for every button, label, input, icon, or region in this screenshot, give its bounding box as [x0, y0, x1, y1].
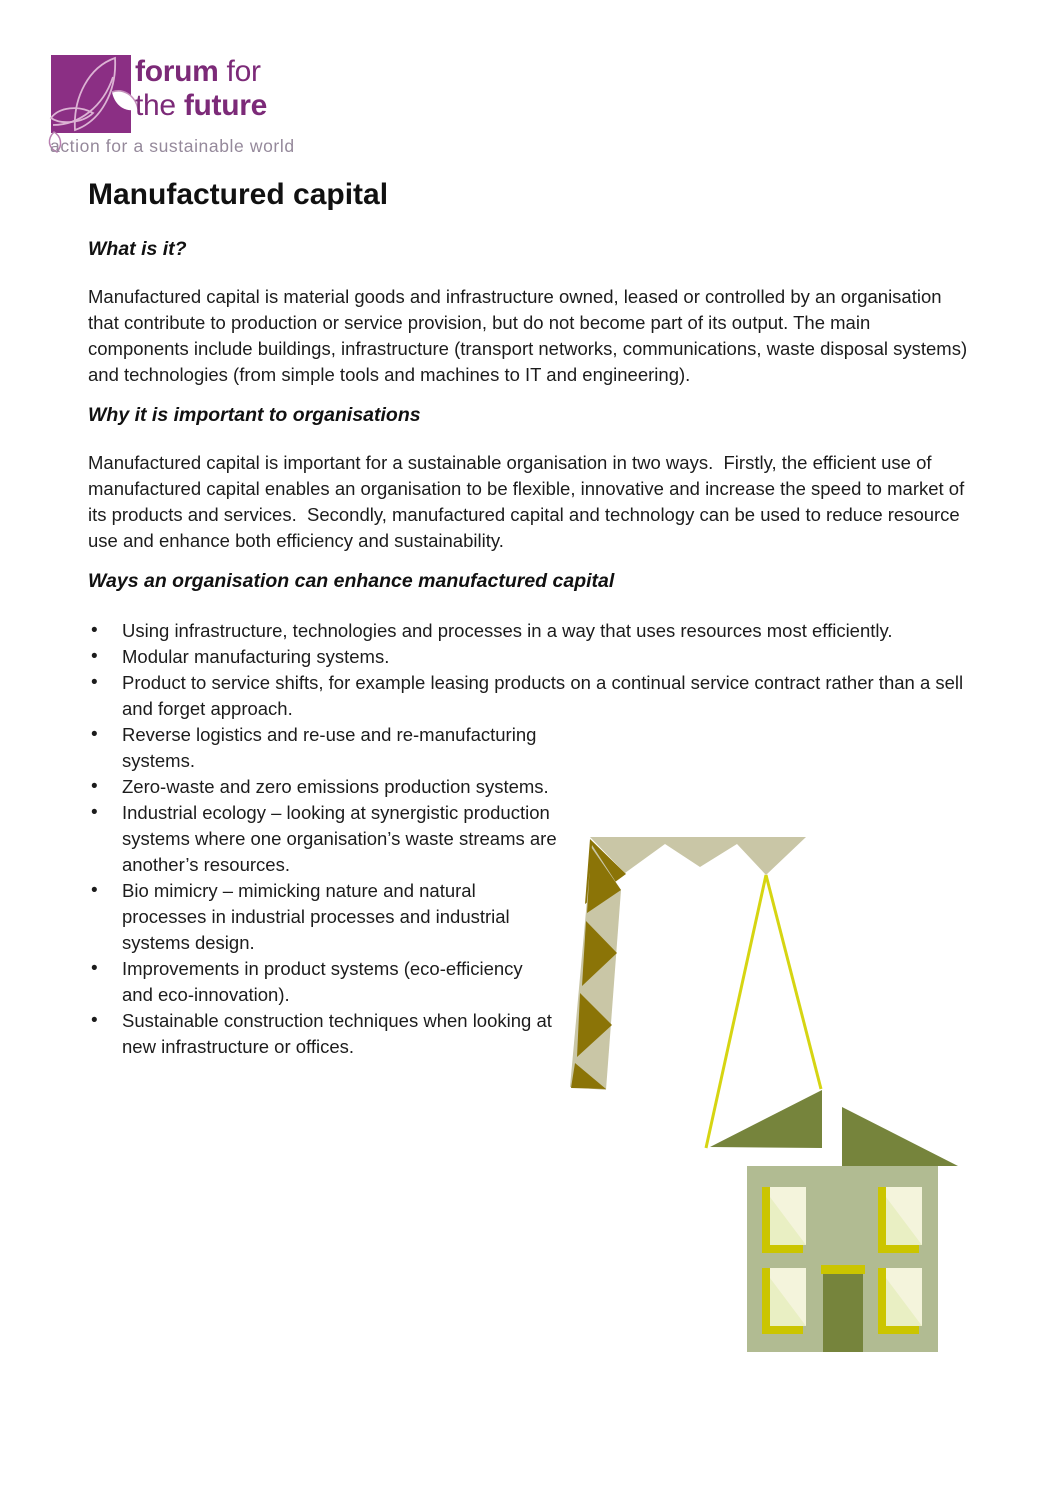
house-window	[878, 1268, 922, 1334]
logo-word-the: the	[135, 89, 184, 122]
list-item	[88, 722, 557, 774]
heading-what-is-it: What is it?	[88, 238, 187, 260]
logo-wordmark	[135, 55, 267, 123]
house-window	[762, 1187, 806, 1253]
house-roof-left	[710, 1090, 822, 1148]
crane-lifting-house-illustration	[560, 830, 970, 1360]
house-window	[762, 1268, 806, 1334]
list-item	[88, 774, 557, 800]
list-item	[88, 1008, 557, 1060]
heading-ways-enhance: Ways an organisation can enhance manufactured capital	[88, 570, 615, 592]
list-item	[88, 644, 968, 670]
house-door	[823, 1274, 863, 1352]
logo-word-forum: forum	[135, 55, 219, 88]
list-item-text: Industrial ecology – looking at synergistic production systems where one organisation’s waste streams are another’s resources.	[122, 802, 557, 875]
list-item-text: Bio mimicry – mimicking nature and natural processes in industrial processes and industrial systems design.	[122, 880, 510, 953]
house-window	[878, 1187, 922, 1253]
logo-wordmark-line2	[135, 89, 267, 123]
crane-jib	[590, 837, 806, 875]
list-item-text: Reverse logistics and re-use and re-manufacturing systems.	[122, 724, 537, 771]
logo-wordmark-line1	[135, 55, 267, 89]
list-item	[88, 956, 557, 1008]
logo-word-for: for	[218, 55, 261, 88]
list-item	[88, 878, 557, 956]
crane-cable-left	[706, 875, 766, 1148]
list-item-text: Zero-waste and zero emissions production systems.	[122, 776, 549, 797]
logo-leaf-icon	[51, 55, 131, 133]
logo-word-future: future	[183, 89, 268, 122]
house-door-lintel	[821, 1265, 865, 1274]
crane-cable-right	[766, 875, 821, 1089]
paragraph-what-is-it: Manufactured capital is material goods and infrastructure owned, leased or controlled by an organisation that contribute to production or service provision, but do not become part of its output. The main components include buildings, infrastructure (transport networks, communications, waste disposal systems) and technologies (from simple tools and machines to IT and engineering).	[88, 286, 973, 385]
list-item	[88, 800, 557, 878]
house-roof-right	[842, 1107, 958, 1166]
paragraph-why-important: Manufactured capital is important for a sustainable organisation in two ways. Firstly, the efficient use of manufactured capital enables an organisation to be flexible, innovative and increase the speed to market of its products and services. Secondly, manufactured capital and technology can be used to reduce resource use and enhance both efficiency and sustainability.	[88, 452, 970, 551]
list-item-text: Product to service shifts, for example leasing products on a continual service contract rather than a sell and forget approach.	[122, 672, 964, 719]
list-item-text: Sustainable construction techniques when looking at new infrastructure or offices.	[122, 1010, 552, 1057]
logo-tagline: action for a sustainable world	[50, 136, 295, 156]
heading-why-important: Why it is important to organisations	[88, 404, 421, 426]
list-item	[88, 670, 968, 722]
list-item	[88, 618, 968, 644]
list-item-text: Improvements in product systems (eco-efficiency and eco-innovation).	[122, 958, 523, 1005]
list-item-text: Using infrastructure, technologies and processes in a way that uses resources most efficiently.	[122, 620, 893, 641]
list-item-text: Modular manufacturing systems.	[122, 646, 390, 667]
page-title: Manufactured capital	[88, 178, 389, 211]
